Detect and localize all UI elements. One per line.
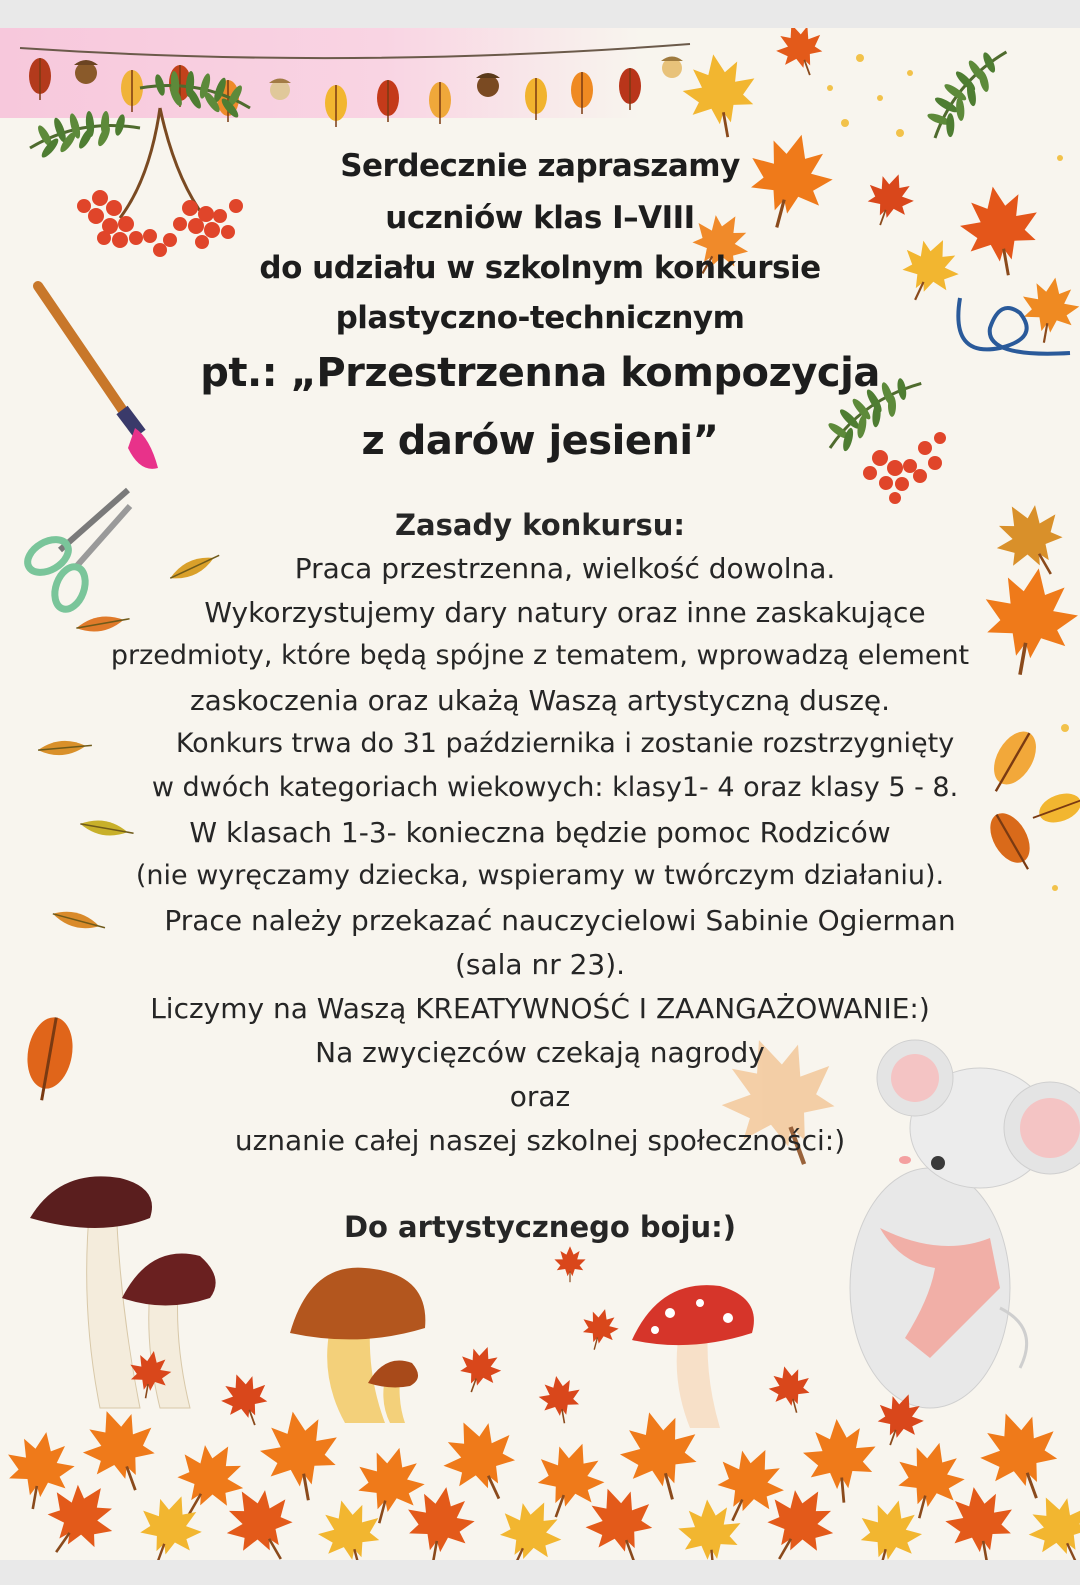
rule-line: (nie wyręczamy dziecka, wspieramy w twórczym działaniu).	[135, 860, 945, 891]
rule-line: przedmioty, które będą spójne z tematem, wprowadzą element	[110, 640, 970, 671]
rule-line: Prace należy przekazać nauczycielowi Sabinie Ogierman	[164, 904, 956, 937]
rules-title: Zasady konkursu:	[395, 508, 685, 542]
rule-line: w dwóch kategoriach wiekowych: klasy1- 4 oraz klasy 5 - 8.	[151, 772, 959, 803]
rule-line: Liczymy na Waszą KREATYWNOŚĆ I ZAANGAŻOWANIE:)	[150, 992, 930, 1025]
rule-line: oraz	[509, 1080, 571, 1113]
rule-line: zaskoczenia oraz ukażą Waszą artystyczną duszę.	[189, 684, 891, 717]
invitation-line-1: Serdecznie zapraszamy	[340, 148, 740, 184]
rule-line: Wykorzystujemy dary natury oraz inne zaskakujące	[204, 596, 926, 629]
rule-line: (sala nr 23).	[454, 948, 626, 981]
contest-title-line-1: pt.: „Przestrzenna kompozycja	[200, 350, 880, 396]
rule-line: uznanie całej naszej szkolnej społeczności:)	[234, 1124, 846, 1157]
rule-line: Konkurs trwa do 31 października i zostanie rozstrzygnięty	[175, 728, 955, 759]
invitation-line-4: plastyczno-technicznym	[335, 300, 745, 336]
garland-string-icon	[20, 44, 690, 58]
poster	[0, 28, 1080, 1560]
rule-line: Na zwycięzców czekają nagrody	[315, 1036, 765, 1069]
closing-line: Do artystycznego boju:)	[343, 1210, 737, 1244]
rule-line: W klasach 1-3- konieczna będzie pomoc Rodziców	[189, 816, 891, 849]
contest-title-line-2: z darów jesieni”	[361, 418, 719, 464]
invitation-line-3: do udziału w szkolnym konkursie	[259, 250, 821, 286]
invitation-line-2: uczniów klas I–VIII	[385, 200, 695, 236]
rule-line: Praca przestrzenna, wielkość dowolna.	[294, 552, 836, 585]
leaf-garland-icon	[29, 57, 683, 128]
